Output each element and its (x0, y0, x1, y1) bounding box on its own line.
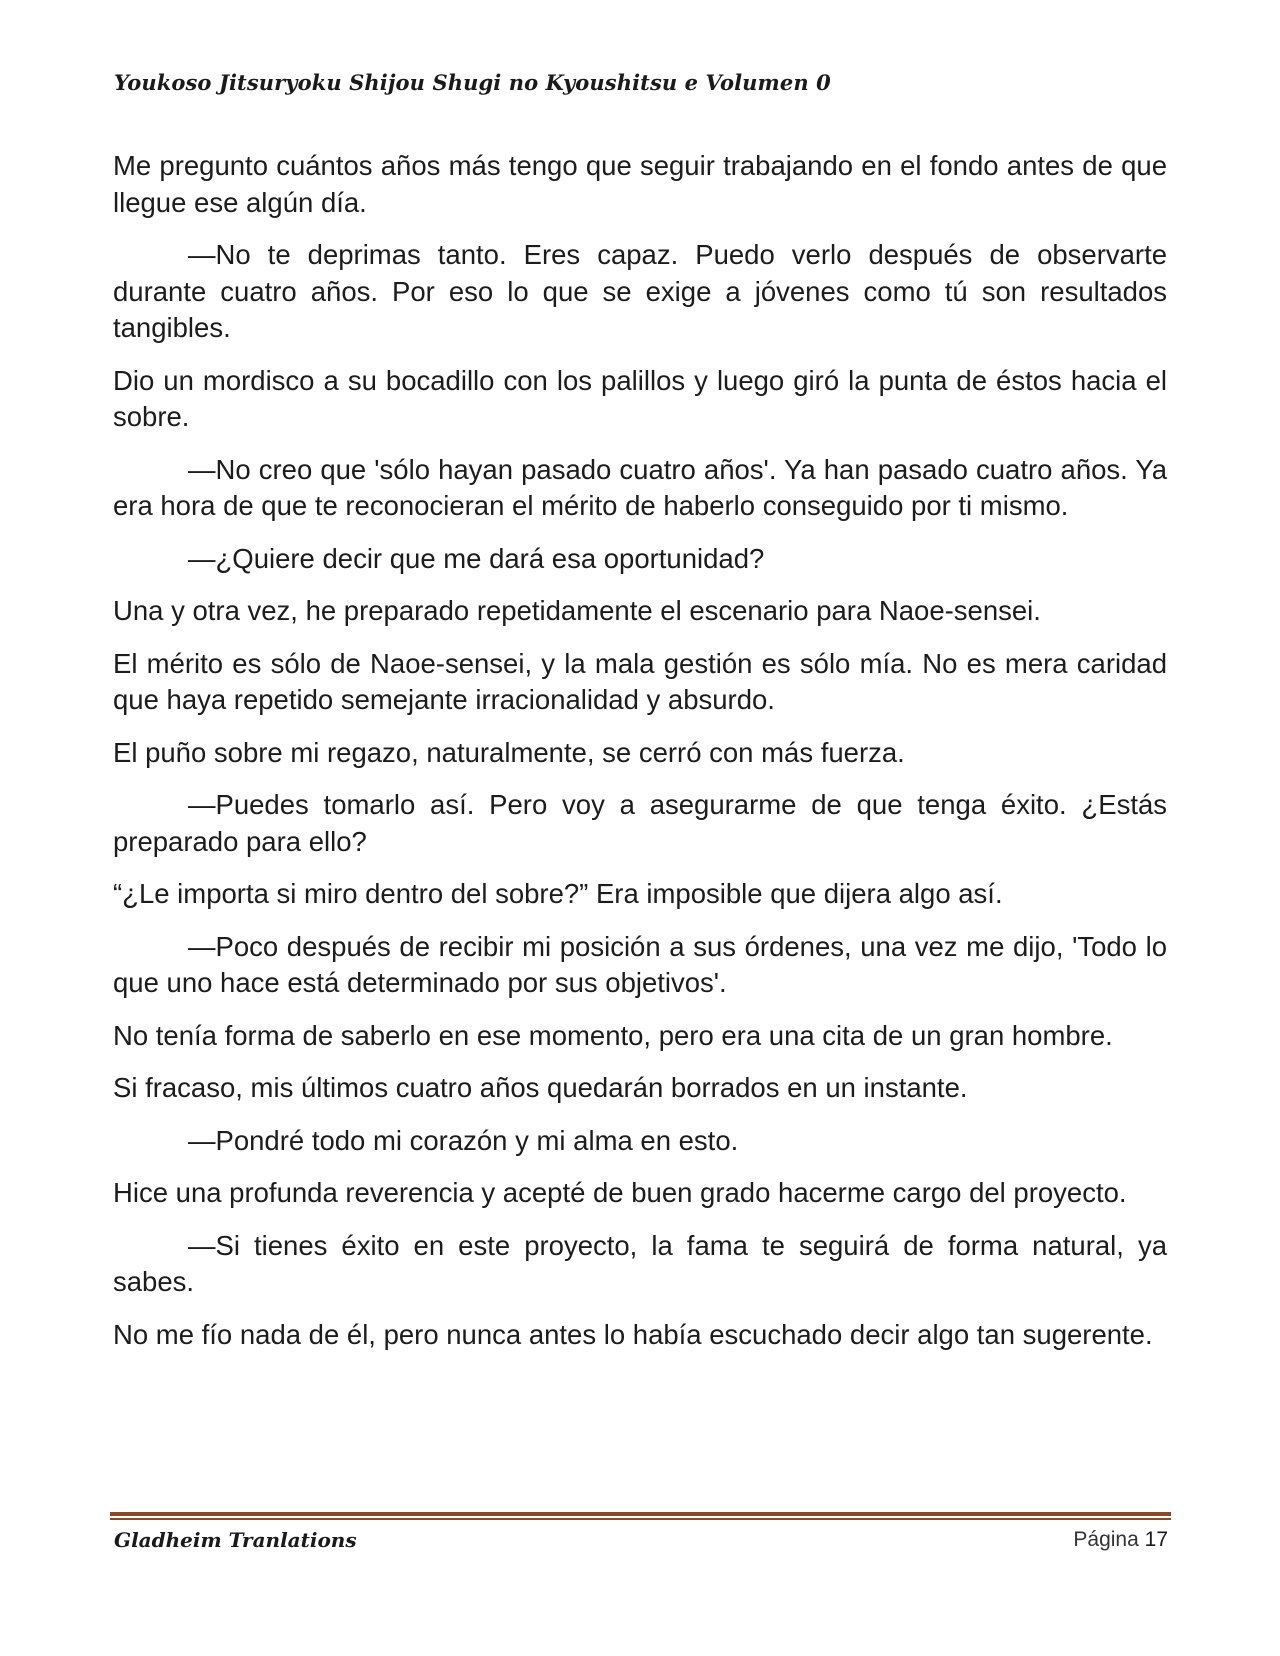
paragraph: Me pregunto cuántos años más tengo que seguir trabajando en el fondo antes de que llegue ese algún día. (113, 150, 1167, 218)
footer-page-number (1073, 1528, 1168, 1552)
footer-divider-thick (110, 1512, 1171, 1516)
paragraph: Una y otra vez, he preparado repetidamente el escenario para Naoe-sensei. (113, 595, 1041, 626)
footer-divider-thin (110, 1518, 1171, 1520)
paragraph: El mérito es sólo de Naoe-sensei, y la mala gestión es sólo mía. No es mera caridad que haya repetido semejante irracionalidad y absurdo. (113, 647, 1167, 715)
page-label: Página (1073, 1528, 1139, 1551)
paragraph: Dio un mordisco a su bocadillo con los palillos y luego giró la punta de éstos hacia el sobre. (113, 364, 1167, 432)
paragraph: Si fracaso, mis últimos cuatro años quedarán borrados en un instante. (113, 1072, 968, 1103)
page-number: 17 (1144, 1528, 1168, 1551)
paragraph: No tenía forma de saberlo en ese momento, pero era una cita de un gran hombre. (113, 1019, 1113, 1051)
paragraph: Hice una profunda reverencia y acepté de buen grado hacerme cargo del proyecto. (113, 1177, 1127, 1208)
dialogue-paragraph: —Puedes tomarlo así. Pero voy a asegurarme de que tenga éxito. ¿Estás preparado para ello? (113, 789, 1167, 857)
page-header-title: Youkoso Jitsuryoku Shijou Shugi no Kyoushitsu e Volumen 0 (114, 70, 831, 95)
body-text (113, 148, 1167, 1369)
paragraph: “¿Le importa si miro dentro del sobre?” Era imposible que dijera algo así. (113, 878, 1003, 909)
dialogue-paragraph: —No creo que 'sólo hayan pasado cuatro años'. Ya han pasado cuatro años. Ya era hora de que te reconocieran el mérito de haberlo conseguido por ti mismo. (113, 453, 1167, 521)
paragraph: El puño sobre mi regazo, naturalmente, se cerró con más fuerza. (113, 736, 905, 768)
paragraph: No me fío nada de él, pero nunca antes lo había escuchado decir algo tan sugerente. (113, 1318, 1153, 1350)
dialogue-paragraph: —¿Quiere decir que me dará esa oportunidad? (188, 542, 765, 574)
footer-publisher: Gladheim Tranlations (114, 1528, 357, 1552)
dialogue-paragraph: —Si tienes éxito en este proyecto, la fama te seguirá de forma natural, ya sabes. (113, 1229, 1167, 1297)
dialogue-paragraph: —No te deprimas tanto. Eres capaz. Puedo verlo después de observarte durante cuatro años. Por eso lo que se exige a jóvenes como tú son resultados tangibles. (113, 239, 1167, 343)
dialogue-paragraph: —Pondré todo mi corazón y mi alma en esto. (188, 1124, 739, 1156)
dialogue-paragraph: —Poco después de recibir mi posición a sus órdenes, una vez me dijo, 'Todo lo que uno hace está determinado por sus objetivos'. (113, 930, 1167, 998)
